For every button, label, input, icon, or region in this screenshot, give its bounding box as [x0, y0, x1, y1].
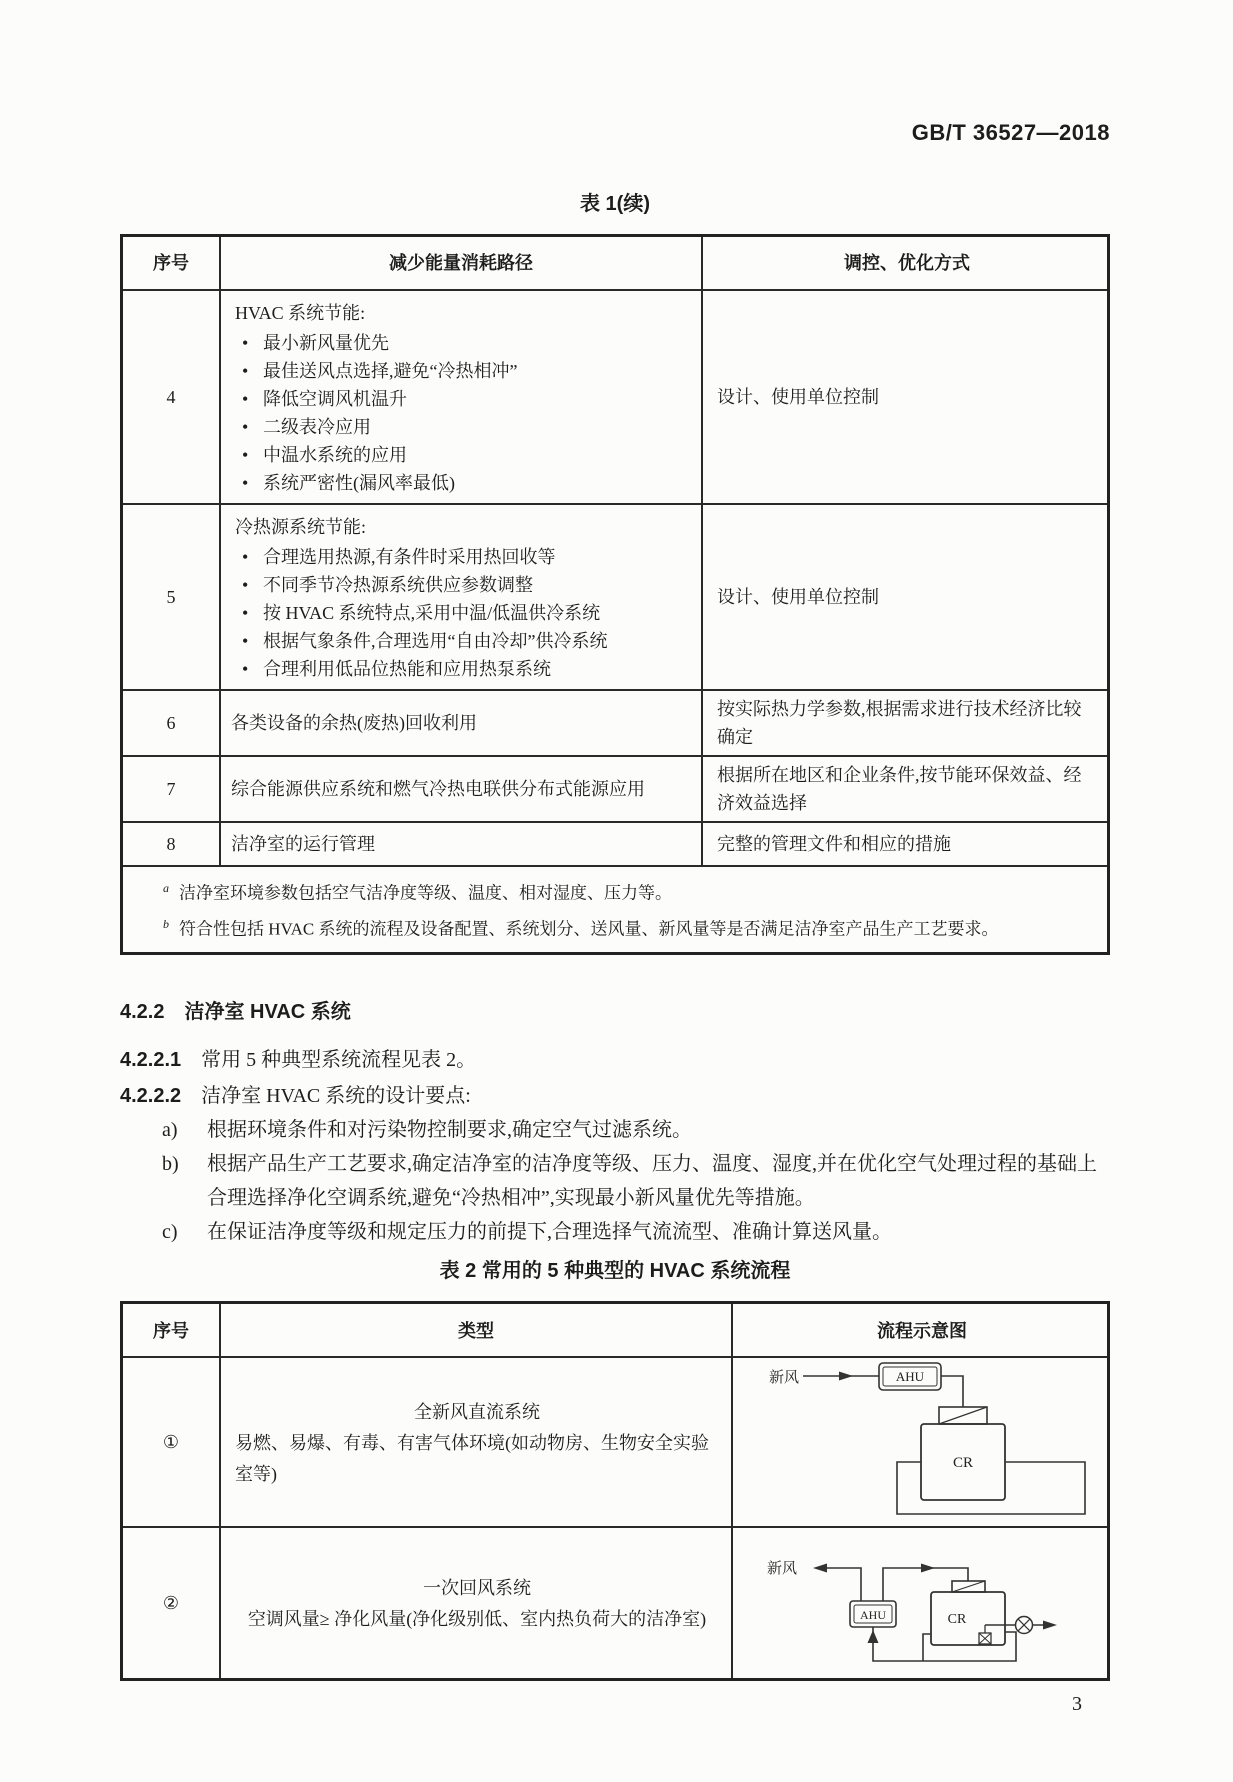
table-row	[123, 755, 1107, 821]
row8-control: 完整的管理文件和相应的措施	[717, 834, 951, 854]
table1-title: 表 1(续)	[580, 193, 650, 215]
clause-number: 4.2.2.2	[120, 1085, 182, 1108]
row4-bullets	[235, 329, 689, 497]
item-text: 在保证洁净度等级和规定压力的前提下,合理选择气流流型、准确计算送风量。	[207, 1221, 892, 1244]
table-row	[123, 503, 1107, 689]
clause-text: 洁净室 HVAC 系统的设计要点:	[201, 1085, 471, 1108]
clause-4-2-2-2	[120, 1079, 1110, 1113]
table1-header-no: 序号	[123, 237, 221, 289]
row6-no: 6	[123, 691, 221, 755]
item-marker: b)	[162, 1153, 179, 1176]
table2-title: 表 2 常用的 5 种典型的 HVAC 系统流程	[439, 1260, 791, 1283]
table2-header-no: 序号	[123, 1304, 221, 1356]
list-item-c	[120, 1215, 1110, 1249]
t2row1-no: ①	[123, 1358, 221, 1526]
table1-header-path: 减少能量消耗路径	[221, 237, 703, 289]
hvac-flow-diagram-2	[733, 1528, 1113, 1678]
row7-path: 综合能源供应系统和燃气冷热电联供分布式能源应用	[221, 757, 703, 821]
section-title: 洁净室 HVAC 系统	[184, 1001, 351, 1024]
footnote-a-marker: a	[163, 881, 169, 895]
t2row2-diagram	[733, 1528, 1113, 1678]
row6-control: 按实际热力学参数,根据需求进行技术经济比较确定	[717, 699, 1082, 747]
clause-number: 4.2.2.1	[120, 1049, 182, 1072]
item-marker: c)	[162, 1221, 178, 1244]
bullet-item: • 最小新风量优先	[235, 329, 689, 357]
row6-path: 各类设备的余热(废热)回收利用	[221, 691, 703, 755]
t2row1-type	[221, 1358, 733, 1526]
bullet-item: • 最佳送风点选择,避免“冷热相冲”	[235, 357, 689, 385]
table-row	[123, 1356, 1107, 1526]
bullet-item: • 中温水系统的应用	[235, 441, 689, 469]
row4-no: 4	[123, 291, 221, 503]
footnote-a-text: 洁净室环境参数包括空气洁净度等级、温度、相对湿度、压力等。	[179, 883, 672, 903]
row7-control: 根据所在地区和企业条件,按节能环保效益、经济效益选择	[717, 765, 1082, 813]
flow-arrow-icon	[839, 1372, 853, 1381]
ahu-label: AHU	[860, 1608, 886, 1623]
t2row1-type-desc: 易燃、易爆、有毒、有害气体环境(如动物房、生物安全实验室等)	[235, 1432, 709, 1484]
cleanroom-label: CR	[947, 1612, 967, 1628]
bullet-item: • 合理选用热源,有条件时采用热回收等	[235, 543, 689, 571]
standard-number: GB/T 36527—2018	[911, 120, 1110, 145]
clause-text: 常用 5 种典型系统流程见表 2。	[201, 1049, 477, 1072]
item-text: 根据环境条件和对污染物控制要求,确定空气过滤系统。	[207, 1119, 692, 1142]
ahu-label: AHU	[895, 1369, 925, 1385]
bullet-item: • 合理利用低品位热能和应用热泵系统	[235, 655, 689, 683]
list-item-b	[120, 1147, 1110, 1215]
item-marker: a)	[162, 1119, 178, 1142]
row5-no: 5	[123, 505, 221, 689]
table1	[120, 234, 1110, 955]
flow-arrow-icon	[1043, 1621, 1057, 1630]
cleanroom-label: CR	[952, 1455, 974, 1472]
flow-arrow-icon	[813, 1564, 827, 1573]
table-row	[123, 689, 1107, 755]
row4-path-title: HVAC 系统节能:	[235, 303, 366, 323]
bullet-item: • 降低空调风机温升	[235, 385, 689, 413]
flow-arrow-icon	[921, 1564, 935, 1573]
footnote-b-text: 符合性包括 HVAC 系统的流程及设备配置、系统划分、送风量、新风量等是否满足洁净室产品生产工艺要求。	[179, 919, 999, 939]
bullet-item: • 按 HVAC 系统特点,采用中温/低温供冷系统	[235, 599, 689, 627]
table2-header-diagram: 流程示意图	[877, 1321, 967, 1342]
t2row2-type-desc: 空调风量≥ 净化风量(净化级别低、室内热负荷大的洁净室)	[247, 1609, 707, 1630]
footnote-b-marker: b	[163, 916, 169, 931]
t2row2-type	[221, 1528, 733, 1678]
row8-path: 洁净室的运行管理	[221, 823, 703, 865]
return-arrow-icon	[868, 1630, 879, 1643]
row5-path-title: 冷热源系统节能:	[235, 517, 367, 537]
table1-header-control: 调控、优化方式	[844, 253, 970, 273]
hvac-flow-diagram-1	[733, 1360, 1113, 1524]
t2row2-type-title: 一次回风系统	[423, 1578, 531, 1599]
page-content	[120, 0, 1110, 1716]
row8-no: 8	[123, 823, 221, 865]
item-text: 根据产品生产工艺要求,确定洁净室的洁净度等级、压力、温度、湿度,并在优化空气处理过程的基础上合理选择净化空调系统,避免“冷热相冲”,实现最小新风量优先等措施。	[207, 1153, 1097, 1210]
bullet-item: • 系统严密性(漏风率最低)	[235, 469, 689, 497]
footnote-b	[163, 909, 1097, 945]
section-4-2-2	[120, 997, 1110, 1027]
table1-footnotes	[123, 865, 1107, 952]
table1-header-row	[123, 237, 1107, 289]
clause-4-2-2-1	[120, 1043, 1110, 1077]
row5-bullets	[235, 543, 689, 683]
page-number: 3	[1072, 1693, 1082, 1716]
bullet-item: • 根据气象条件,合理选用“自由冷却”供冷系统	[235, 627, 689, 655]
row7-no: 7	[123, 757, 221, 821]
row4-path	[221, 291, 703, 503]
t2row1-diagram	[733, 1358, 1113, 1526]
row5-path	[221, 505, 703, 689]
table-row	[123, 1526, 1107, 1678]
list-item-a	[120, 1113, 1110, 1147]
t2row1-type-title: 全新风直流系统	[414, 1401, 540, 1422]
table-row	[123, 289, 1107, 503]
table2-header-type: 类型	[221, 1304, 733, 1356]
t2row2-no: ②	[123, 1528, 221, 1678]
row5-control: 设计、使用单位控制	[717, 587, 879, 607]
row4-control: 设计、使用单位控制	[717, 387, 879, 407]
table-row	[123, 821, 1107, 865]
bullet-item: • 不同季节冷热源系统供应参数调整	[235, 571, 689, 599]
section-number: 4.2.2	[120, 1001, 165, 1024]
footnote-a	[163, 873, 1097, 909]
bullet-item: • 二级表冷应用	[235, 413, 689, 441]
table2-header-row	[123, 1304, 1107, 1356]
fresh-air-label: 新风	[768, 1370, 800, 1387]
fresh-air-label: 新风	[766, 1561, 798, 1578]
table2	[120, 1301, 1110, 1681]
